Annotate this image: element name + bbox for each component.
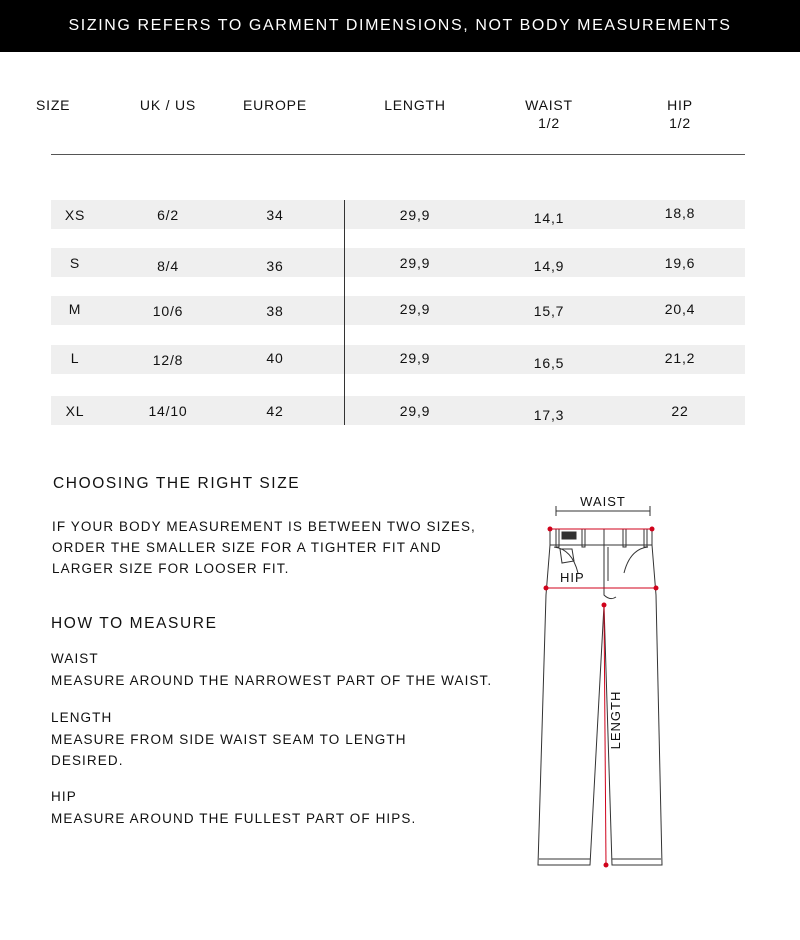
table-cell: 29,9 xyxy=(399,207,431,223)
hip-heading: HIP xyxy=(51,789,77,804)
table-cell: 42 xyxy=(266,403,284,419)
top-banner xyxy=(0,0,800,52)
table-cell: XL xyxy=(65,403,85,419)
table-cell: XS xyxy=(64,207,86,223)
table-cell: 15,7 xyxy=(533,303,565,319)
table-cell: 29,9 xyxy=(399,350,431,366)
header-ukus-label: UK / US xyxy=(139,97,197,113)
table-cell: 29,9 xyxy=(399,301,431,317)
header-ukus xyxy=(128,96,208,114)
waist-heading: WAIST xyxy=(51,651,99,666)
table-cell: 12/8 xyxy=(152,352,184,368)
waist-text xyxy=(51,670,492,691)
table-cell: 22 xyxy=(671,403,689,419)
diagram-waist-label: WAIST xyxy=(580,494,626,509)
choosing-line-2: ORDER THE SMALLER SIZE FOR A TIGHTER FIT AND xyxy=(52,540,442,555)
choosing-title: CHOOSING THE RIGHT SIZE xyxy=(53,475,301,492)
header-size xyxy=(36,96,70,114)
jeans-diagram xyxy=(520,485,680,880)
table-cell: 16,5 xyxy=(533,355,565,371)
table-cell: L xyxy=(70,350,80,366)
table-cell: M xyxy=(68,301,82,317)
choosing-line-1: IF YOUR BODY MEASUREMENT IS BETWEEN TWO SIZES, xyxy=(52,519,476,534)
waist-line-1: MEASURE AROUND THE NARROWEST PART OF THE WAIST. xyxy=(51,673,493,688)
table-cell: 19,6 xyxy=(664,255,696,271)
table-cell: 10/6 xyxy=(152,303,184,319)
column-divider xyxy=(344,200,345,425)
header-divider xyxy=(51,154,745,155)
table-cell: 29,9 xyxy=(399,403,431,419)
table-cell: 20,4 xyxy=(664,301,696,317)
table-cell: 6/2 xyxy=(157,207,179,223)
header-hip-label: HIP xyxy=(667,97,693,113)
table-cell: 34 xyxy=(266,207,284,223)
header-hip xyxy=(640,96,720,132)
header-waist xyxy=(509,96,589,132)
hip-line-1: MEASURE AROUND THE FULLEST PART OF HIPS. xyxy=(51,811,417,826)
length-text xyxy=(51,729,407,771)
header-europe xyxy=(235,96,315,114)
diagram-hip-label: HIP xyxy=(560,570,585,585)
table-cell: 14,1 xyxy=(533,210,565,226)
table-cell: 36 xyxy=(266,258,284,274)
header-waist-label: WAIST xyxy=(525,97,573,113)
table-cell: 40 xyxy=(266,350,284,366)
banner-text: SIZING REFERS TO GARMENT DIMENSIONS, NOT BODY MEASUREMENTS xyxy=(68,17,732,34)
header-hip-sub: 1/2 xyxy=(669,115,691,131)
header-length xyxy=(375,96,455,114)
length-line-2: DESIRED. xyxy=(51,753,124,768)
table-cell: 18,8 xyxy=(664,205,696,221)
diagram-length-label: LENGTH xyxy=(608,690,623,750)
hip-text xyxy=(51,808,416,829)
table-cell: 29,9 xyxy=(399,255,431,271)
how-title: HOW TO MEASURE xyxy=(51,615,218,632)
choosing-line-3: LARGER SIZE FOR LOOSER FIT. xyxy=(52,561,290,576)
table-cell: S xyxy=(69,255,81,271)
choosing-text xyxy=(52,516,476,579)
header-size-label: SIZE xyxy=(36,97,71,113)
header-europe-label: EUROPE xyxy=(243,97,307,113)
table-cell: 38 xyxy=(266,303,284,319)
table-cell: 17,3 xyxy=(533,407,565,423)
length-heading: LENGTH xyxy=(51,710,113,725)
table-cell: 21,2 xyxy=(664,350,696,366)
table-cell: 8/4 xyxy=(157,258,179,274)
table-cell: 14,9 xyxy=(533,258,565,274)
length-line-1: MEASURE FROM SIDE WAIST SEAM TO LENGTH xyxy=(51,732,407,747)
left-leg xyxy=(538,545,604,865)
header-length-label: LENGTH xyxy=(384,97,446,113)
header-waist-sub: 1/2 xyxy=(538,115,560,131)
table-cell: 14/10 xyxy=(148,403,188,419)
